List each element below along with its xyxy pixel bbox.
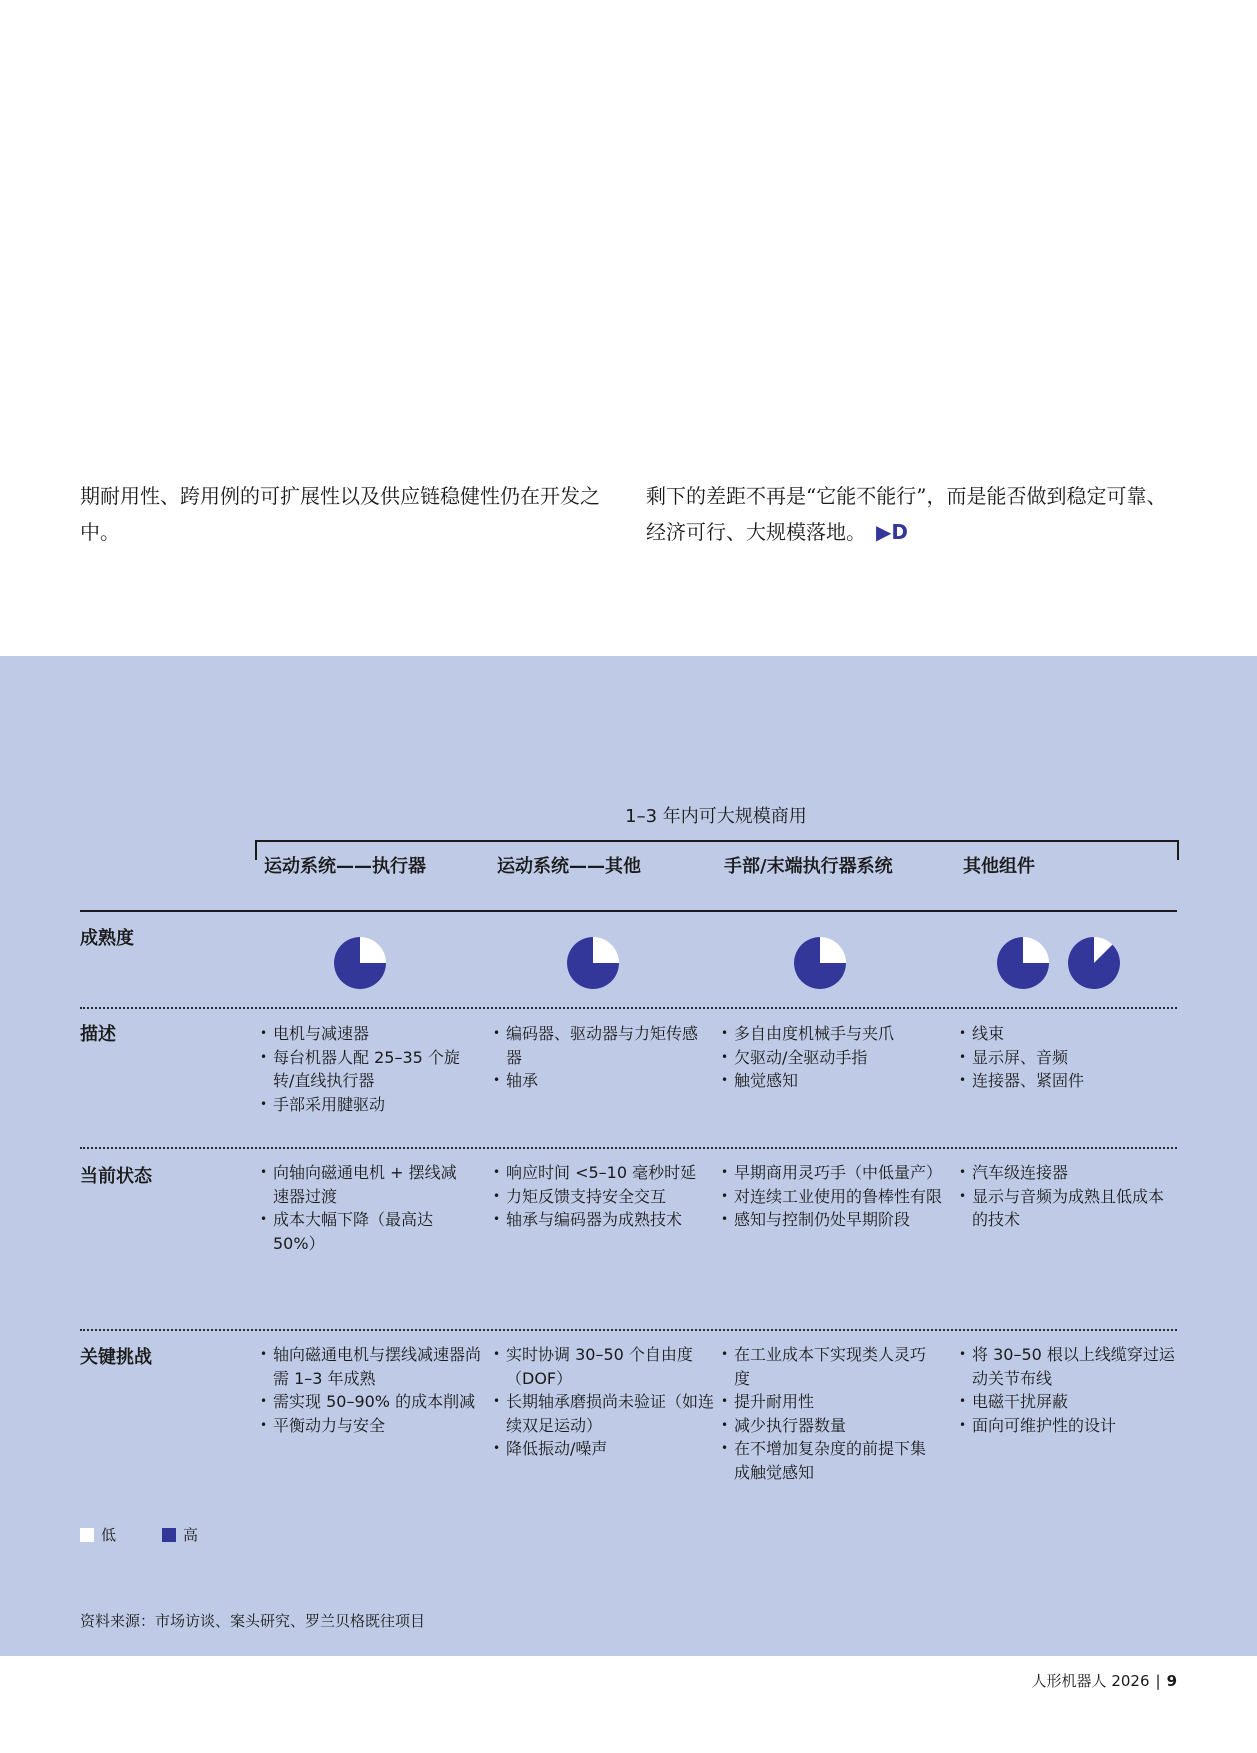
legend-low-swatch <box>80 1528 94 1542</box>
status-cell-other-components <box>958 1161 1178 1232</box>
description-bullet: • 线束 <box>958 1022 1178 1046</box>
row-divider <box>80 1147 1177 1149</box>
status-bullet: • 汽车级连接器 <box>958 1161 1178 1185</box>
challenges-bullet: • 减少执行器数量 <box>720 1414 936 1438</box>
description-bullet: • 每台机器人配 25–35 个旋转/直线执行器 <box>259 1046 469 1093</box>
intro-paragraph-right <box>646 478 1186 550</box>
challenges-cell-motion-other <box>492 1343 716 1461</box>
challenges-bullet: • 电磁干扰屏蔽 <box>958 1390 1180 1414</box>
status-bullet: • 力矩反馈支持安全交互 <box>492 1185 712 1209</box>
maturity-pie <box>333 936 387 990</box>
legend-high-label: 高 <box>183 1526 199 1544</box>
description-cell-motion-other <box>492 1022 702 1093</box>
page-number: 9 <box>1166 1672 1177 1690</box>
row-divider <box>80 1007 1177 1009</box>
description-bullet: • 显示屏、音频 <box>958 1046 1178 1070</box>
column-header-actuators: 运动系统——执行器 <box>264 856 426 877</box>
challenges-cell-other-components <box>958 1343 1180 1437</box>
header-rule <box>80 910 1177 912</box>
status-bullet: • 成本大幅下降（最高达 50%） <box>259 1208 469 1255</box>
challenges-bullet: • 需实现 50–90% 的成本削减 <box>259 1390 491 1414</box>
row-label-description: 描述 <box>80 1024 116 1045</box>
description-bullet: • 多自由度机械手与夹爪 <box>720 1022 940 1046</box>
page-footer <box>1032 1670 1177 1691</box>
status-cell-actuators <box>259 1161 469 1255</box>
status-bullet: • 显示与音频为成熟且低成本的技术 <box>958 1185 1178 1232</box>
status-bullet: • 轴承与编码器为成熟技术 <box>492 1208 712 1232</box>
status-cell-hand-system <box>720 1161 960 1232</box>
footer-title: 人形机器人 2026 <box>1031 1672 1150 1690</box>
row-label-challenges: 关键挑战 <box>80 1347 152 1368</box>
intro-paragraph-left <box>80 478 620 550</box>
end-mark-icon: ▶D <box>876 520 908 544</box>
status-bullet: • 对连续工业使用的鲁棒性有限 <box>720 1185 960 1209</box>
status-bullet: • 感知与控制仍处早期阶段 <box>720 1208 960 1232</box>
description-bullet: • 手部采用腱驱动 <box>259 1093 469 1117</box>
challenges-bullet: • 在不增加复杂度的前提下集成触觉感知 <box>720 1437 936 1484</box>
description-bullet: • 欠驱动/全驱动手指 <box>720 1046 940 1070</box>
status-bullet: • 向轴向磁通电机 + 摆线减速器过渡 <box>259 1161 469 1208</box>
maturity-pie <box>793 936 847 990</box>
challenges-cell-actuators <box>259 1343 491 1437</box>
challenges-bullet: • 降低振动/噪声 <box>492 1437 716 1461</box>
footer-separator: | <box>1155 1672 1161 1690</box>
description-bullet: • 连接器、紧固件 <box>958 1069 1178 1093</box>
challenges-bullet: • 实时协调 30–50 个自由度（DOF） <box>492 1343 716 1390</box>
description-bullet: • 电机与减速器 <box>259 1022 469 1046</box>
challenges-bullet: • 轴向磁通电机与摆线减速器尚需 1–3 年成熟 <box>259 1343 491 1390</box>
row-label-maturity: 成熟度 <box>80 928 134 949</box>
challenges-cell-hand-system <box>720 1343 936 1484</box>
source-note: 资料来源：市场访谈、案头研究、罗兰贝格既往项目 <box>80 1612 426 1630</box>
row-divider <box>80 1329 1177 1331</box>
row-label-status: 当前状态 <box>80 1166 152 1187</box>
column-header-hand-system: 手部/末端执行器系统 <box>724 856 893 877</box>
description-cell-hand-system <box>720 1022 940 1093</box>
challenges-bullet: • 提升耐用性 <box>720 1390 936 1414</box>
status-cell-motion-other <box>492 1161 712 1232</box>
challenges-bullet: • 将 30–50 根以上线缆穿过运动关节布线 <box>958 1343 1180 1390</box>
column-header-motion-other: 运动系统——其他 <box>497 856 641 877</box>
challenges-bullet: • 面向可维护性的设计 <box>958 1414 1180 1438</box>
intro-text-left: 期耐用性、跨用例的可扩展性以及供应链稳健性仍在开发之中。 <box>80 484 600 544</box>
description-bullet: • 轴承 <box>492 1069 702 1093</box>
column-header-other-components: 其他组件 <box>963 856 1035 877</box>
legend-high-swatch <box>162 1528 176 1542</box>
challenges-bullet: • 长期轴承磨损尚未验证（如连续双足运动） <box>492 1390 716 1437</box>
maturity-pie <box>1067 936 1121 990</box>
status-bullet: • 响应时间 <5–10 毫秒时延 <box>492 1161 712 1185</box>
span-title: 1–3 年内可大规模商用 <box>625 806 807 827</box>
legend-low-label: 低 <box>101 1526 117 1544</box>
maturity-pie <box>996 936 1050 990</box>
status-bullet: • 早期商用灵巧手（中低量产） <box>720 1161 960 1185</box>
description-cell-other-components <box>958 1022 1178 1093</box>
description-cell-actuators <box>259 1022 469 1116</box>
description-bullet: • 编码器、驱动器与力矩传感器 <box>492 1022 702 1069</box>
description-bullet: • 触觉感知 <box>720 1069 940 1093</box>
maturity-pie <box>566 936 620 990</box>
intro-text-right: 剩下的差距不再是“它能不能行”，而是能否做到稳定可靠、经济可行、大规模落地。 <box>646 484 1167 544</box>
challenges-bullet: • 在工业成本下实现类人灵巧度 <box>720 1343 936 1390</box>
challenges-bullet: • 平衡动力与安全 <box>259 1414 491 1438</box>
